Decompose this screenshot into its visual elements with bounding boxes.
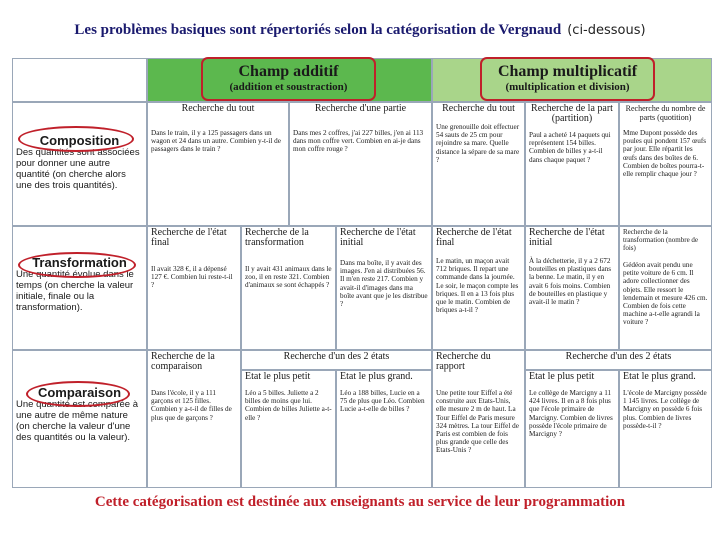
- cell-composition-mul-2: [525, 102, 619, 226]
- cell-text: Gédéon avait pendu une petite voiture de 6 cm. Il adore collectionner des objets. Elle ressort le lendemain et mesure 426 cm. Combien de fois cette machine a-t-elle agrandi la voiture ?: [623, 261, 708, 327]
- cell-text: Dans l'école, il y a 111 garçons et 125 filles. Combien y a-t-il de filles de plus que de garçons ?: [151, 389, 232, 422]
- multiplicatif-subtitle: (multiplication et division): [505, 81, 630, 93]
- cell-text: À la déchetterie, il y a 2 672 bouteilles en plastiques dans la benne. Le matin, il y en avait 6 fois moins. Combien de bouteilles en plastique y avait-il le matin ?: [529, 257, 612, 307]
- cell-transformation-mul-1: [432, 226, 525, 350]
- cell-text: Il y avait 431 animaux dans le zoo, il en reste 321. Combien d'animaux se sont échappés ?: [245, 265, 332, 290]
- cell-subhead: Etat le plus petit: [245, 371, 311, 382]
- cell-head: Recherche d'un des 2 états: [565, 351, 672, 362]
- cell-comparaison-add-2-head: [241, 350, 432, 370]
- cell-transformation-mul-3: [619, 226, 712, 350]
- cell-text: Il avait 328 €, il a dépensé 127 €. Combien lui reste-t-il ?: [151, 265, 233, 290]
- cell-head: Recherche d'une partie: [314, 103, 407, 114]
- cell-head: Recherche du tout: [442, 103, 515, 114]
- cell-text: Le matin, un maçon avait 712 briques. Il repart une commande dans la journée. Le soir, le maçon compte les briques. Il en a 13 fois plus que le matin. Combien de briques a-t-il ?: [436, 257, 519, 315]
- cell-text: Paul a acheté 14 paquets qui représentent 154 billes. Combien de billes y a-t-il dans chaque paquet ?: [529, 131, 611, 164]
- cell-head: Recherche de l'état final: [151, 227, 227, 248]
- cell-transformation-add-2: [241, 226, 336, 350]
- cell-head: Recherche du rapport: [436, 351, 491, 372]
- row-transformation-desc: Une quantité évolue dans le temps (on cherche la valeur initiale, finale ou la transformation).: [16, 269, 134, 313]
- cell-subhead: Etat le plus grand.: [623, 371, 696, 382]
- cell-text: L'école de Marcigny possède 1 145 livres. Le collège de Marcigny en possède 6 fois plus. Combien de livres possède-t-il ?: [623, 389, 707, 430]
- additif-subtitle: (addition et soustraction): [229, 81, 348, 93]
- cell-text: Léo a 5 billes. Juliette a 2 billes de moins que lui. Combien de billes Juliette a-t-elle ?: [245, 389, 332, 422]
- multiplicatif-title: Champ multiplicatif: [497, 63, 638, 80]
- cell-text: Léo a 188 billes, Lucie en a 75 de plus que Léo. Combien Lucie a-t-elle de billes ?: [340, 389, 425, 414]
- cell-head: Recherche de la transformation (nombre de fois): [623, 228, 699, 252]
- cell-text: Une petite tour Eiffel a été construite aux Etats-Unis, elle mesure 2 m de haut. La Tour Eiffel de Paris mesure 324 mètres. La tour Eiffel de Paris est combien de fois plus grande que celle des Etats-Unis ?: [436, 389, 519, 455]
- composition-oval: [18, 126, 134, 152]
- cell-text: Le collège de Marcigny a 11 424 livres. Il en a 8 fois plus que l'école primaire de Marcigny. Combien de livres possède l'école primaire de Marcigny ?: [529, 389, 613, 439]
- cell-transformation-add-3: [336, 226, 432, 350]
- row-transformation-label: [12, 226, 147, 350]
- multiplicatif-title-box: [480, 57, 655, 101]
- cell-comparaison-mul-2a: [525, 370, 619, 488]
- cell-head: Recherche de la comparaison: [151, 351, 215, 372]
- transformation-oval: [18, 252, 136, 278]
- page-title: [0, 22, 720, 39]
- row-comparaison-desc: Une quantité est comparée à une autre de même nature (on cherche la valeur d'une des quantités ou la valeur).: [16, 399, 138, 443]
- cell-head: Recherche de la transformation: [245, 227, 309, 248]
- cell-head: Recherche d'un des 2 états: [283, 351, 390, 362]
- cell-text: Dans mes 2 coffres, j'ai 227 billes, j'en ai 113 dans mon coffre vert. Combien en ai-je dans mon coffre rouge ?: [293, 129, 424, 154]
- row-transformation-name: Transformation: [32, 255, 127, 270]
- cell-comparaison-add-2a: [241, 370, 336, 488]
- cell-text: Dans ma boîte, il y avait des images. J'en ai distribuées 56. Il m'en reste 217. Combien y avait-il d'images dans ma boîte avant que je les distribue ?: [340, 259, 428, 309]
- additif-title-box: [201, 57, 376, 101]
- cell-head: Recherche du nombre de parts (quotition): [625, 104, 706, 122]
- cell-comparaison-mul-2b: [619, 370, 712, 488]
- cell-comparaison-mul-2-head: [525, 350, 712, 370]
- comparaison-oval: [26, 381, 130, 407]
- title-text: Les problèmes basiques sont répertoriés selon la catégorisation de Vergnaud: [74, 22, 562, 38]
- cell-transformation-mul-2: [525, 226, 619, 350]
- cell-composition-add-1: [147, 102, 289, 226]
- row-comparaison-label: [12, 350, 147, 488]
- cell-comparaison-add-1: [147, 350, 241, 488]
- additif-title: Champ additif: [238, 63, 339, 80]
- row-composition-label: [12, 102, 147, 226]
- row-comparaison-name: Comparaison: [37, 385, 122, 400]
- cell-composition-mul-3: [619, 102, 712, 226]
- row-composition-name: Composition: [39, 133, 120, 148]
- row-composition-desc: Des quantités sont associées pour donner une autre quantité (on cherche alors une des trois quantités).: [16, 147, 140, 191]
- cell-subhead: Etat le plus petit: [529, 371, 595, 382]
- cell-subhead: Etat le plus grand.: [340, 371, 413, 382]
- cell-comparaison-add-2b: [336, 370, 432, 488]
- cell-head: Recherche de l'état initial: [529, 227, 605, 248]
- cell-text: Dans le train, il y a 125 passagers dans un wagon et 24 dans un autre. Combien y-t-il de passagers dans le train ?: [151, 129, 281, 154]
- corner-cell: [12, 58, 147, 102]
- cell-text: Mme Dupont possède des poules qui pondent 157 œufs par jour. Elle répartit les œufs dans des boîtes de 6. Combien de boîtes pourra-t-elle remplir chaque jour ?: [623, 129, 707, 179]
- cell-head: Recherche du tout: [181, 103, 255, 114]
- cell-text: Une grenouille doit effectuer 54 sauts de 25 cm pour rejoindre sa mare. Quelle distance la sépare de sa mare ?: [436, 123, 520, 164]
- cell-composition-mul-1: [432, 102, 525, 226]
- cell-head: Recherche de l'état final: [436, 227, 512, 248]
- title-note: (ci-dessous): [567, 23, 646, 38]
- cell-head: Recherche de la part (partition): [531, 103, 613, 124]
- cell-composition-add-2: [289, 102, 432, 226]
- footer-note: Cette catégorisation est destinée aux enseignants au service de leur programmation: [94, 494, 626, 510]
- cell-head: Recherche de l'état initial: [340, 227, 416, 248]
- cell-transformation-add-1: [147, 226, 241, 350]
- cell-comparaison-mul-1: [432, 350, 525, 488]
